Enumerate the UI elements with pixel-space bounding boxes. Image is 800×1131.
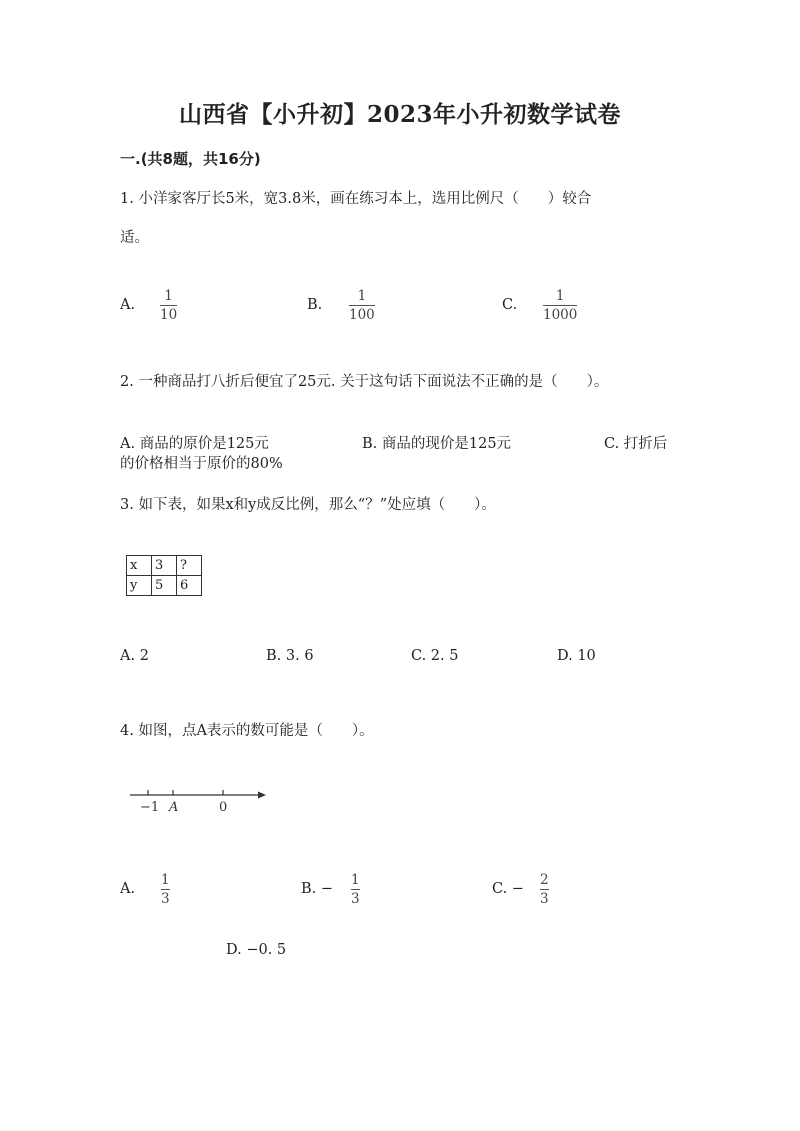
q3-option-d: D. 10 <box>557 648 596 664</box>
fraction-bar <box>349 305 375 306</box>
fraction-numerator: 1 <box>357 288 367 304</box>
fraction-denominator: 3 <box>161 891 170 907</box>
number-line-figure <box>126 784 276 818</box>
fraction-numerator: 1 <box>555 288 565 304</box>
q3-option-c: C. 2. 5 <box>411 648 459 664</box>
label-zero: 0 <box>219 800 228 815</box>
q1-option-c-fraction <box>543 288 577 323</box>
fraction-denominator: 3 <box>351 891 360 907</box>
label-point-a: A <box>169 800 179 815</box>
fraction-denominator: 1000 <box>543 307 578 323</box>
fraction-numerator: 1 <box>351 872 360 888</box>
fraction-bar <box>161 889 170 890</box>
q3-option-a: A. 2 <box>120 648 149 664</box>
label-neg1: −1 <box>140 800 160 815</box>
q2-option-a: A. 商品的原价是125元 <box>120 436 269 452</box>
fraction-denominator: 100 <box>349 307 375 323</box>
table-row <box>127 556 202 576</box>
table-cell: ? <box>177 556 202 576</box>
table-cell: 3 <box>152 556 177 576</box>
fraction-numerator: 1 <box>164 288 173 304</box>
question-2-text: 2. 一种商品打八折后便宜了25元. 关于这句话下面说法不正确的是（ ）。 <box>120 374 609 390</box>
section-heading: 一.(共8题，共16分) <box>120 150 261 168</box>
q1-option-c-label: C. <box>502 297 518 313</box>
q2-option-c-line2: 的价格相当于原价的80% <box>120 456 283 472</box>
q4-option-c-label: C. − <box>492 881 524 897</box>
q1-option-b-fraction <box>349 288 375 323</box>
q4-option-c-fraction <box>540 872 549 907</box>
q2-option-b: B. 商品的现价是125元 <box>362 436 512 452</box>
page-title: 山西省【小升初】2023年小升初数学试卷 <box>178 101 621 128</box>
table-cell: x <box>127 556 152 576</box>
question-3-text: 3. 如下表，如果x和y成反比例，那么“？”处应填（ ）。 <box>120 497 496 513</box>
fraction-numerator: 2 <box>540 872 549 888</box>
table-cell: 6 <box>177 576 202 596</box>
fraction-bar <box>540 889 549 890</box>
q4-option-a-label: A. <box>120 881 136 897</box>
q1-option-a-label: A. <box>120 297 136 313</box>
table-row <box>127 576 202 596</box>
table-cell: 5 <box>152 576 177 596</box>
fraction-denominator: 10 <box>160 307 178 323</box>
q1-option-a-fraction <box>160 288 177 323</box>
fraction-denominator: 3 <box>540 891 549 907</box>
fraction-bar <box>543 305 577 306</box>
question-1-text-line2: 适。 <box>120 230 149 246</box>
fraction-numerator: 1 <box>161 872 170 888</box>
fraction-bar <box>160 305 177 306</box>
fraction-bar <box>351 889 360 890</box>
number-line-arrow <box>258 792 266 799</box>
question-1-text-line1: 1. 小洋家客厅长5米，宽3.8米，画在练习本上，选用比例尺（ ）较合 <box>120 191 592 207</box>
question-4-text: 4. 如图，点A表示的数可能是（ ）。 <box>120 723 374 739</box>
q4-option-b-fraction <box>351 872 360 907</box>
xy-table <box>126 555 202 596</box>
q2-option-c-line1: C. 打折后 <box>604 436 668 452</box>
q1-option-b-label: B. <box>307 297 323 313</box>
table-cell: y <box>127 576 152 596</box>
q4-option-a-fraction <box>161 872 170 907</box>
q4-option-b-label: B. − <box>301 881 334 897</box>
q3-option-b: B. 3. 6 <box>266 648 314 664</box>
q4-option-d: D. −0. 5 <box>226 942 287 958</box>
